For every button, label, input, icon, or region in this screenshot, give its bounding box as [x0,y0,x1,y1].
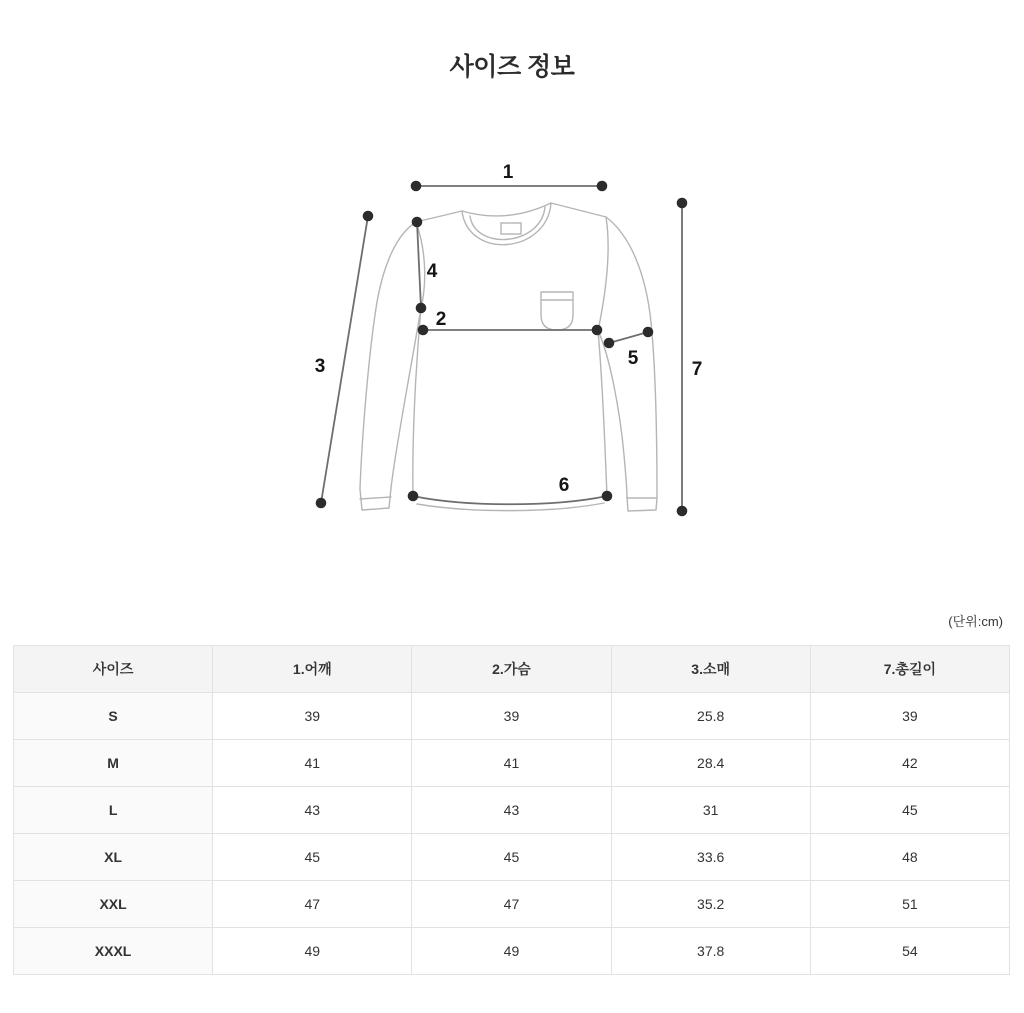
measure-label-5: 5 [627,348,639,369]
value-cell: 39 [810,693,1009,740]
value-cell: 39 [412,693,611,740]
col-header-chest: 2.가슴 [412,646,611,693]
size-table-body [14,693,1010,975]
measure-label-6: 6 [558,475,570,496]
col-header-length: 7.총길이 [810,646,1009,693]
size-cell: M [14,740,213,787]
measure-label-2: 2 [435,309,447,330]
table-row-xxxl [14,928,1010,975]
value-cell: 39 [213,693,412,740]
value-cell: 47 [213,881,412,928]
unit-note: (단위:cm) [948,614,1003,629]
value-cell: 28.4 [611,740,810,787]
value-cell: 45 [412,834,611,881]
value-cell: 43 [412,787,611,834]
table-row-xxl [14,881,1010,928]
size-cell: L [14,787,213,834]
value-cell: 45 [213,834,412,881]
col-header-sleeve: 3.소매 [611,646,810,693]
measure-label-7: 7 [691,359,703,380]
value-cell: 43 [213,787,412,834]
value-cell: 37.8 [611,928,810,975]
col-header-size: 사이즈 [14,646,213,693]
page-title: 사이즈 정보 [449,53,575,81]
neck-label [501,223,521,234]
size-cell: XXL [14,881,213,928]
value-cell: 35.2 [611,881,810,928]
table-row-m [14,740,1010,787]
value-cell: 31 [611,787,810,834]
value-cell: 41 [412,740,611,787]
value-cell: 42 [810,740,1009,787]
size-table-header [14,646,1010,693]
value-cell: 45 [810,787,1009,834]
shirt-measurement-diagram [280,150,720,540]
value-cell: 54 [810,928,1009,975]
value-cell: 49 [412,928,611,975]
value-cell: 49 [213,928,412,975]
measure-label-3: 3 [314,356,326,377]
size-cell: S [14,693,213,740]
header-row [14,646,1010,693]
value-cell: 41 [213,740,412,787]
col-header-shoulder: 1.어깨 [213,646,412,693]
measure-label-4: 4 [426,261,438,282]
measure-label-1: 1 [502,162,514,183]
measure-line-hem [413,496,607,504]
size-cell: XL [14,834,213,881]
size-table [13,645,1010,975]
table-row-s [14,693,1010,740]
shirt-outline [360,203,657,511]
measure-line-sleeve-width [609,332,648,343]
value-cell: 33.6 [611,834,810,881]
value-cell: 25.8 [611,693,810,740]
size-cell: XXXL [14,928,213,975]
table-row-l [14,787,1010,834]
value-cell: 51 [810,881,1009,928]
value-cell: 47 [412,881,611,928]
table-row-xl [14,834,1010,881]
value-cell: 48 [810,834,1009,881]
